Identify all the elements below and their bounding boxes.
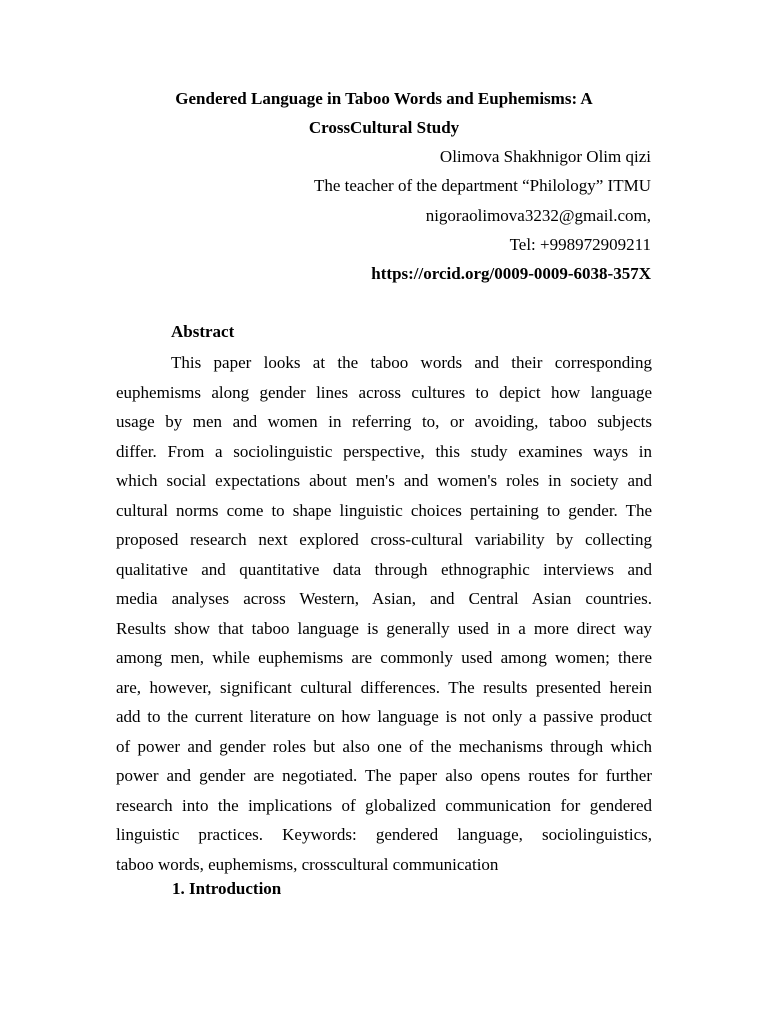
abstract-body xyxy=(116,348,652,879)
abstract-line: add to the current literature on how language is not only a passive product xyxy=(116,707,652,726)
abstract-line: qualitative and quantitative data through ethnographic interviews and xyxy=(116,559,652,579)
abstract-line: taboo words, euphemisms, crosscultural communication xyxy=(116,854,499,874)
author-email: nigoraolimova3232@gmail.com, xyxy=(425,206,651,225)
title-line-2: CrossCultural Study xyxy=(308,118,460,137)
abstract-line: linguistic practices. Keywords: gendered language, sociolinguistics, xyxy=(116,825,652,844)
abstract-line: differ. From a sociolinguistic perspective, this study examines ways in xyxy=(116,441,652,461)
paper-title xyxy=(116,84,652,142)
abstract-line: This paper looks at the taboo words and their corresponding xyxy=(171,353,652,372)
abstract-line: euphemisms along gender lines across cultures to depict how language xyxy=(116,382,652,402)
abstract-line: power and gender are negotiated. The paper also opens routes for further xyxy=(116,766,652,785)
section-heading-introduction: 1. Introduction xyxy=(172,879,282,898)
abstract-line: Results show that taboo language is generally used in a more direct way xyxy=(116,618,652,638)
orcid-link[interactable]: https://orcid.org/0009-0009-6038-357X xyxy=(371,264,651,283)
abstract-line: among men, while euphemisms are commonly used among women; there xyxy=(116,648,652,667)
abstract-line: usage by men and women in referring to, or avoiding, taboo subjects xyxy=(116,412,652,431)
author-affiliation: The teacher of the department “Philology” ITMU xyxy=(313,176,651,195)
abstract-line: research into the implications of globalized communication for gendered xyxy=(116,795,652,815)
abstract-heading: Abstract xyxy=(171,322,235,341)
author-phone: Tel: +998972909211 xyxy=(509,235,651,254)
abstract-line: which social expectations about men's and women's roles in society and xyxy=(116,471,652,490)
abstract-line: media analyses across Western, Asian, and Central Asian countries. xyxy=(116,589,652,608)
author-name: Olimova Shakhnigor Olim qizi xyxy=(439,147,651,166)
abstract-line: of power and gender roles but also one of the mechanisms through which xyxy=(116,736,652,756)
abstract-line: cultural norms come to shape linguistic choices pertaining to gender. The xyxy=(116,500,652,520)
title-line-1: Gendered Language in Taboo Words and Euphemisms: A xyxy=(175,89,593,108)
abstract-line: proposed research next explored cross-cultural variability by collecting xyxy=(116,530,652,549)
abstract-line: are, however, significant cultural differences. The results presented herein xyxy=(116,677,652,697)
